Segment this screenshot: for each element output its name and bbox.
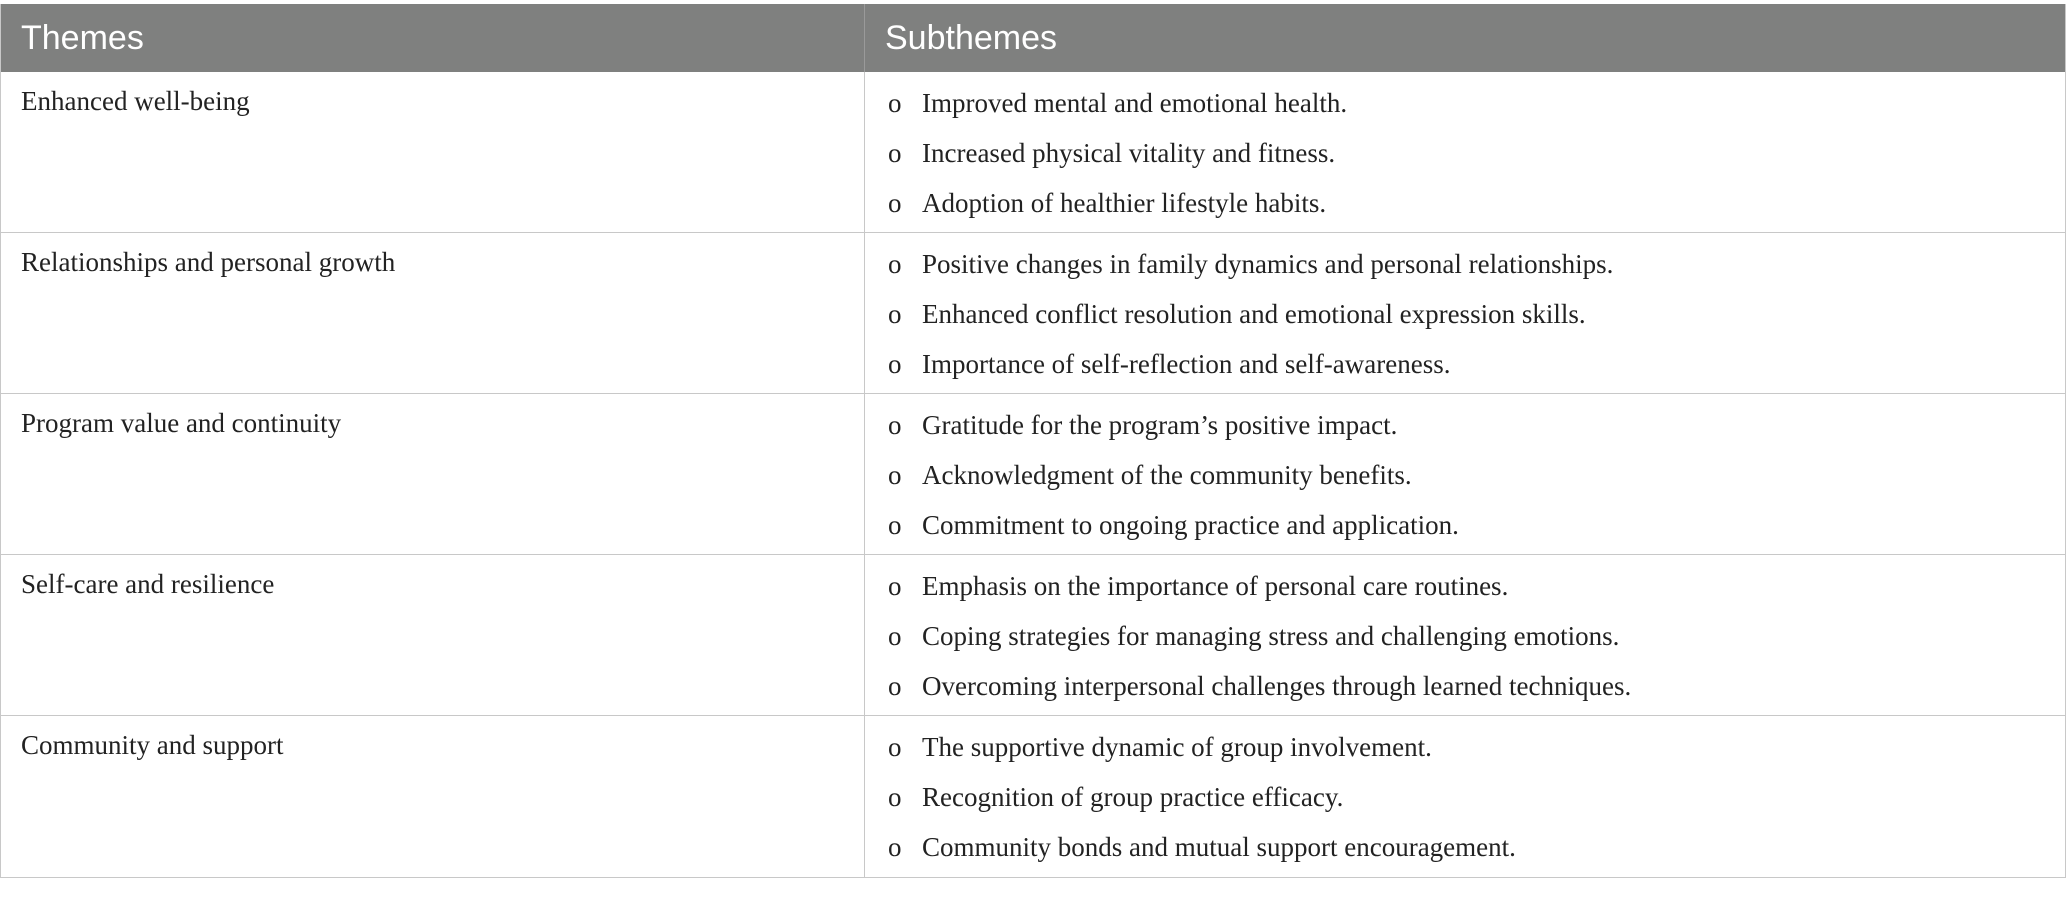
subtheme-text: The supportive dynamic of group involvement. [922,732,1432,762]
subthemes-cell [865,233,2065,393]
bullet-icon: o [888,671,902,701]
bullet-icon: o [888,571,902,601]
subtheme-item [885,830,2065,880]
bullet-icon: o [888,510,902,540]
bullet-icon: o [888,621,902,651]
subthemes-cell [865,716,2065,877]
subtheme-text: Community bonds and mutual support encouragement. [922,832,1516,862]
subtheme-text: Acknowledgment of the community benefits. [922,460,1412,490]
table-row [1,716,2065,878]
subtheme-text: Importance of self-reflection and self-awareness. [922,349,1451,379]
subtheme-item [885,186,2065,236]
theme-cell: Community and support [1,716,865,877]
bullet-icon: o [888,349,902,379]
theme-cell: Program value and continuity [1,394,865,554]
table-row [1,233,2065,394]
bullet-icon: o [888,88,902,118]
theme-cell: Self-care and resilience [1,555,865,715]
subthemes-cell [865,394,2065,554]
subtheme-item [885,730,2065,780]
subtheme-item [885,297,2065,347]
subtheme-item [885,408,2065,458]
bullet-icon: o [888,732,902,762]
subthemes-column-header: Subthemes [885,19,1057,57]
bullet-icon: o [888,410,902,440]
subtheme-item [885,508,2065,558]
themes-table [0,4,2066,878]
subtheme-text: Emphasis on the importance of personal care routines. [922,571,1509,601]
subtheme-item [885,458,2065,508]
subtheme-item [885,619,2065,669]
theme-cell: Enhanced well-being [1,72,865,232]
subtheme-text: Increased physical vitality and fitness. [922,138,1336,168]
subtheme-text: Improved mental and emotional health. [922,88,1348,118]
subtheme-item [885,247,2065,297]
subtheme-text: Positive changes in family dynamics and personal relationships. [922,249,1614,279]
subtheme-text: Recognition of group practice efficacy. [922,782,1344,812]
themes-column-header: Themes [1,4,865,72]
bullet-icon: o [888,188,902,218]
subtheme-item [885,347,2065,397]
table-row [1,555,2065,716]
bullet-icon: o [888,299,902,329]
subtheme-text: Commitment to ongoing practice and application. [922,510,1459,540]
table-row [1,394,2065,555]
subtheme-text: Gratitude for the program’s positive impact. [922,410,1398,440]
bullet-icon: o [888,782,902,812]
subtheme-item [885,569,2065,619]
subtheme-item [885,86,2065,136]
table-row [1,72,2065,233]
subtheme-item [885,136,2065,186]
subtheme-item [885,669,2065,719]
subtheme-item [885,780,2065,830]
bullet-icon: o [888,138,902,168]
bullet-icon: o [888,249,902,279]
subthemes-cell [865,555,2065,715]
subthemes-cell [865,72,2065,232]
subtheme-text: Enhanced conflict resolution and emotional expression skills. [922,299,1586,329]
bullet-icon: o [888,460,902,490]
subtheme-text: Overcoming interpersonal challenges through learned techniques. [922,671,1632,701]
table-header [1,4,2065,72]
subtheme-text: Adoption of healthier lifestyle habits. [922,188,1327,218]
subtheme-text: Coping strategies for managing stress and challenging emotions. [922,621,1620,651]
theme-cell: Relationships and personal growth [1,233,865,393]
bullet-icon: o [888,832,902,862]
